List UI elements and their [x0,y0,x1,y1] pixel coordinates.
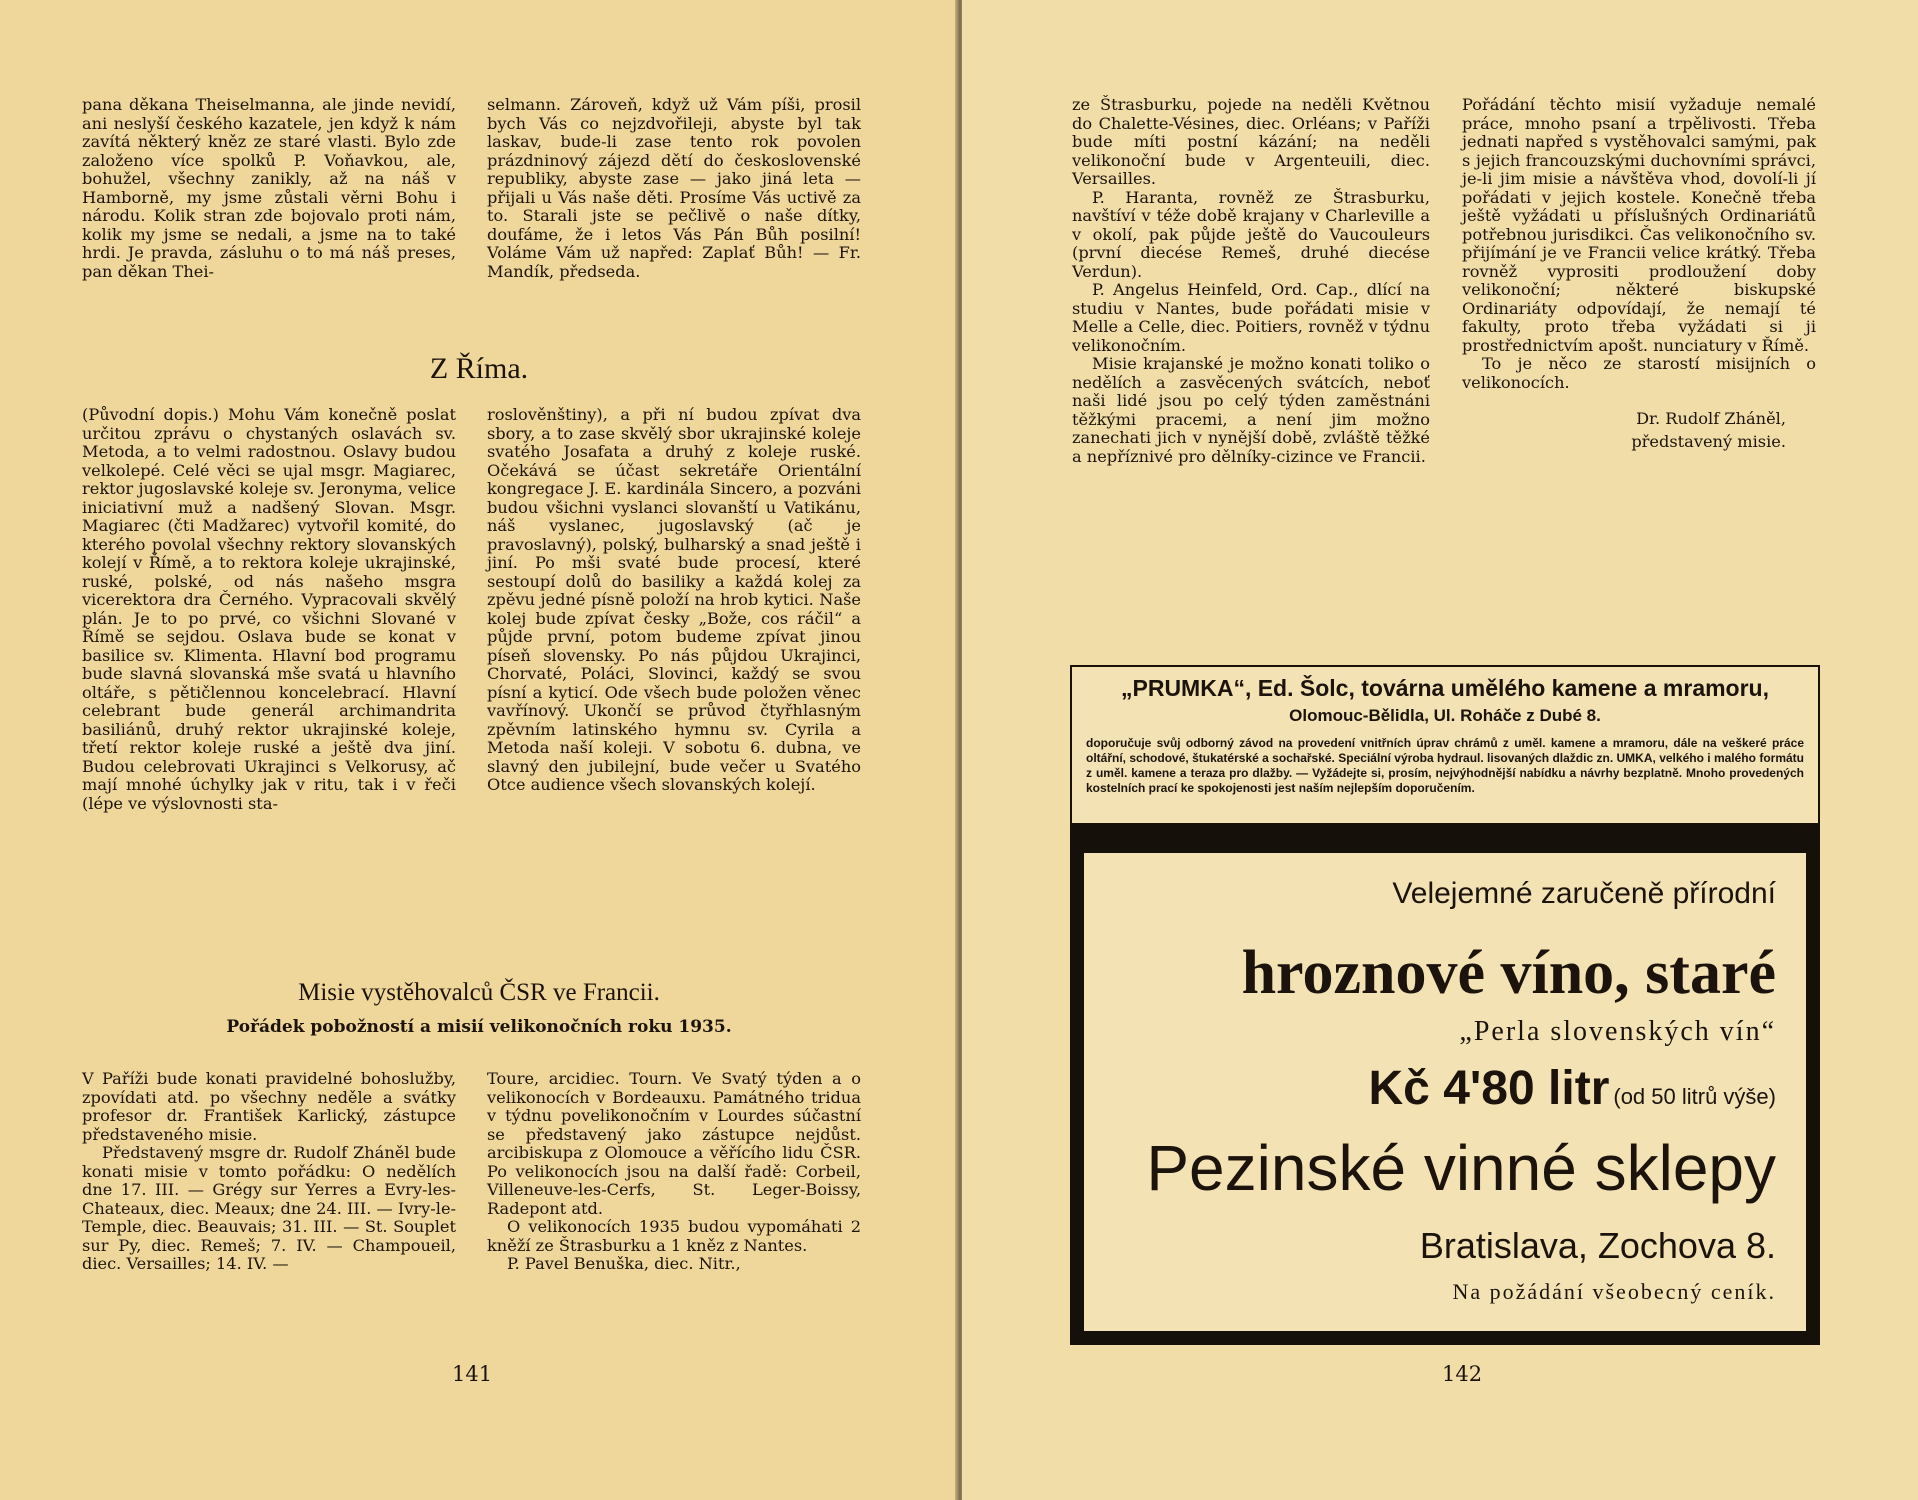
wine-ad-tagline: „Perla slovenských vín“ [1459,1016,1776,1047]
rima-paragraph-2: roslověnštiny), a při ní budou zpívat dva sbory, a to zase skvělý sbor ukrajinské koleje svatého Josafata a druhý z koleje ruské. Očekává se účast sekretáře Orientální kongregace J. E. kardinála Sincero, a pozváni budou všichni vyslanci slovanští u Vatikánu, náš vyslanec, jugoslavský (ač je pravoslavný), polský, bulharský a snad ještě i jiní. Po mši svaté bude procesí, které sestoupí dolů do basiliky a každá kolej za zpěvu jedné písně položí na hrob kytici. Naše kolej bude zpívat česky „Bože, cos ráčil“ a půjde první, potom budeme zpívat jinou píseň slovensky. Po nás půjdou Ukrajinci, Chorvaté, Poláci, Slovinci, každý se svou písní a kyticí. Ode všech bude položen věnec vavřínový. Ukončí se průvod čtyřhlasným zpěvním latinského hymnu sv. Cyrila a Metoda naší koleji. V sobotu 6. dubna, ve slavný den jubilejní, bude večer u Svatého Otce audience všech slovanských kolejí. [487,405,861,794]
right-column-2 [1462,96,1816,451]
misie-column-1 [82,1070,456,1274]
wine-ad-price-note: (od 50 litrů výše) [1613,1084,1776,1109]
rima-column-2 [487,406,861,795]
right-paragraph-3: P. Angelus Heinfeld, Ord. Cap., dlící na studiu v Nantes, bude pořádati misie v Melle a Celle, diec. Poitiers, rovněž v týdnu velikonočním. [1072,280,1430,355]
misie-paragraph-5: P. Pavel Benuška, diec. Nitr., [507,1254,741,1273]
prumka-advertisement [1070,665,1820,825]
misie-paragraph-2: Představený msgre dr. Rudolf Zháněl bude konati misie v tomto pořádku: O nedělích dne 17. III. — Grégy sur Yerres a Evry-les-Chateaux, diec. Meaux; dne 24. III. — Ivry-le-Temple, diec. Beauvais; 31. III. — St. Souplet sur Py, diec. Remeš; 7. IV. — Champoueil, diec. Versailles; 14. IV. — [82,1143,456,1273]
heading-misie: Misie vystěhovalců ČSR ve Francii. [298,979,660,1006]
intro-column-2 [487,96,861,281]
misie-paragraph-1: V Paříži bude konati pravidelné bohoslužby, zpovídati atd. po všechny neděle a svátky profesor dr. František Karlický, zástupce představeného misie. [82,1069,456,1144]
wine-ad-line-1: Velejemné zaručeně přírodní [1392,877,1776,910]
rima-paragraph-1: (Původní dopis.) Mohu Vám konečně poslat určitou zprávu o chystaných oslavách sv. Metoda, a to velmi radostnou. Oslavy budou velkolepé. Celé věci se ujal msgr. Magiarec, rektor jugoslavské koleje sv. Jeronyma, velice iniciativní muž a nadšený Slovan. Msgr. Magiarec (čti Madžarec) vytvořil komité, do kterého povolal všechny rektory slovanských kolejí v Římě, a to rektora koleje ukrajinské, ruské, polské, od nás našeho msgra vicerektora dra Černého. Vypracovali skvělý plán. Je to po prvé, co všichni Slované v Římě se sejdou. Oslava bude se konat v basilice sv. Klimenta. Hlavní bod programu bude slavná slovanská mše svatá u hlavního oltáře, s pětičlennou koncelebrací. Hlavní celebrant bude generál archimandrita basiliánů, druhý rektor ukrajinské koleje, třetí rektor koleje ruské a ještě dva jiní. Budou celebrovati Ukrajinci s Velkorusy, ač mají mnohé úchylky jak v ritu, tak i v řeči (lépe ve výslovnosti sta- [82,405,456,813]
wine-advertisement [1084,853,1806,1331]
wine-ad-price: Kč 4'80 litr [1368,1062,1610,1115]
intro-paragraph-1: pana děkana Theiselmanna, ale jinde nevidí, ani neslyší českého kazatele, jen když k nám zavítá některý kněz ze staré vlasti. Bylo zde založeno více spolků P. Voňavkou, ale, bohužel, všechny zanikly, až na náš v Hamborně, my jsme zůstali věrni Bohu i národu. Kolik stran zde bojovalo proti nám, kolik my jsme se nedali, a jsme na to také hrdi. Je pravda, zásluhu o to má náš preses, pan děkan Thei- [82,95,456,281]
right-paragraph-1: ze Štrasburku, pojede na neděli Květnou do Chalette-Vésines, diec. Orléans; v Paříži bude míti postní kázání; na neděli velikonoční bude v Argenteuili, diec. Versailles. [1072,95,1430,188]
subheading-misie: Pořádek pobožností a misií velikonočních roku 1935. [226,1017,732,1037]
right-page [962,0,1918,1500]
left-page [0,0,958,1500]
rima-column-1 [82,406,456,813]
page-number-right: 142 [1442,1362,1483,1386]
right-paragraph-5: Pořádání těchto misií vyžaduje nemalé práce, mnoho psaní a trpělivosti. Třeba jednati napřed s vystěhovalci samými, pak s jejich francouzskými duchovními správci, je-li jim misie a návštěva vhod, dovolí-li jí pořádati v jejich kostele. Konečně třeba ještě vyžádati u příslušných Ordinariátů potřebnou jurisdikci. Čas velikonočního sv. přijímání je ve Francii velice krátký. Třeba rovněž vyprositi prodloužení doby velikonoční; některé biskupské Ordinariáty odpovídají, že nemají té fakulty, proto třeba vyžádati si ji prostřednictvím apošt. nunciatury v Římě. [1462,95,1816,355]
signature-title: představený misie. [1631,431,1786,451]
wine-ad-company: Pezinské vinné sklepy [1146,1132,1776,1204]
wine-ad-headline: hroznové víno, staré [1241,939,1776,1007]
misie-column-2 [487,1070,861,1274]
misie-paragraph-3: Toure, arcidiec. Tourn. Ve Svatý týden a o velikonocích v Bordeauxu. Památného tridua v týdnu povelikonočním v Lourdes súčastní se představený jako zástupce nejdůst. arcibiskupa z Olomouce a věřícího lidu ČSR. Po velikonocích jsou na další řadě: Corbeil, Villeneuve-les-Cerfs, St. Leger-Boissy, Radepont atd. [487,1069,861,1218]
right-paragraph-4: Misie krajanské je možno konati toliko o nedělích a zasvěcených svátcích, neboť naši lidé jsou po celý týden zaměstnáni těžkými pracemi, a není jim možno zanechati jich v nynější době, zvláště těžké a nepříznivé pro dělníky-cizince ve Francii. [1072,354,1430,466]
wine-ad-price-row [1084,1061,1776,1116]
heading-z-rima: Z Říma. [429,352,529,385]
right-paragraph-2: P. Haranta, rovněž ze Štrasburku, navštíví v téže době krajany v Charleville a v okolí, pak půjde ještě do Vaucouleurs (první diecése Remeš, druhé diecése Verdun). [1072,187,1430,281]
right-paragraph-6: To je něco ze starostí misijních o velikonocích. [1462,354,1816,392]
misie-paragraph-4: O velikonocích 1935 budou vypomáhati 2 kněží ze Štrasburku a 1 kněz z Nantes. [487,1217,861,1255]
signature-name: Dr. Rudolf Zháněl, [1636,409,1786,428]
prumka-ad-title: „PRUMKA“, Ed. Šolc, továrna umělého kamene a mramoru, [1121,675,1769,701]
prumka-ad-address: Olomouc-Bělidla, Ul. Roháče z Dubé 8. [1289,706,1601,725]
prumka-ad-body: doporučuje svůj odborný závod na provedení vnitřních úprav chrámů z uměl. kamene a mramoru, dále na veškeré práce oltářní, schodové, štukatérské a sochařské. Speciální výroba hydraul. lisovaných dlaždic zn. UMKA, velkého i malého formátu z uměl. kamene a teraza pro dlažby. — Vyžádejte si, prosím, nejvýhodnější nabídku a návrhy bezplatně. Mnoho provedených kostelních prací ke spokojenosti jest naším nejlepším doporučením. [1086,736,1804,795]
wine-ad-pricelist-note: Na požádání všeobecný ceník. [1452,1279,1776,1304]
intro-column-1 [82,96,456,281]
intro-paragraph-2: selmann. Zároveň, když už Vám píši, prosil bych Vás co nejzdvořileji, abyste byl tak laskav, bude-li zase tento rok povolen prázdninový zájezd dětí do československé republiky, abyste zase — jako jiná leta — přijali u Vás naše děti. Prosíme Vás uctivě za to. Starali jste se pečlivě o naše dítky, doufáme, že i letos Vás Pán Bůh posilní! Voláme Vám už napřed: Zaplať Bůh! — Fr. Mandík, předseda. [487,95,861,281]
page-number-left: 141 [452,1362,493,1386]
wine-ad-address: Bratislava, Zochova 8. [1419,1225,1776,1266]
right-column-1 [1072,96,1430,466]
